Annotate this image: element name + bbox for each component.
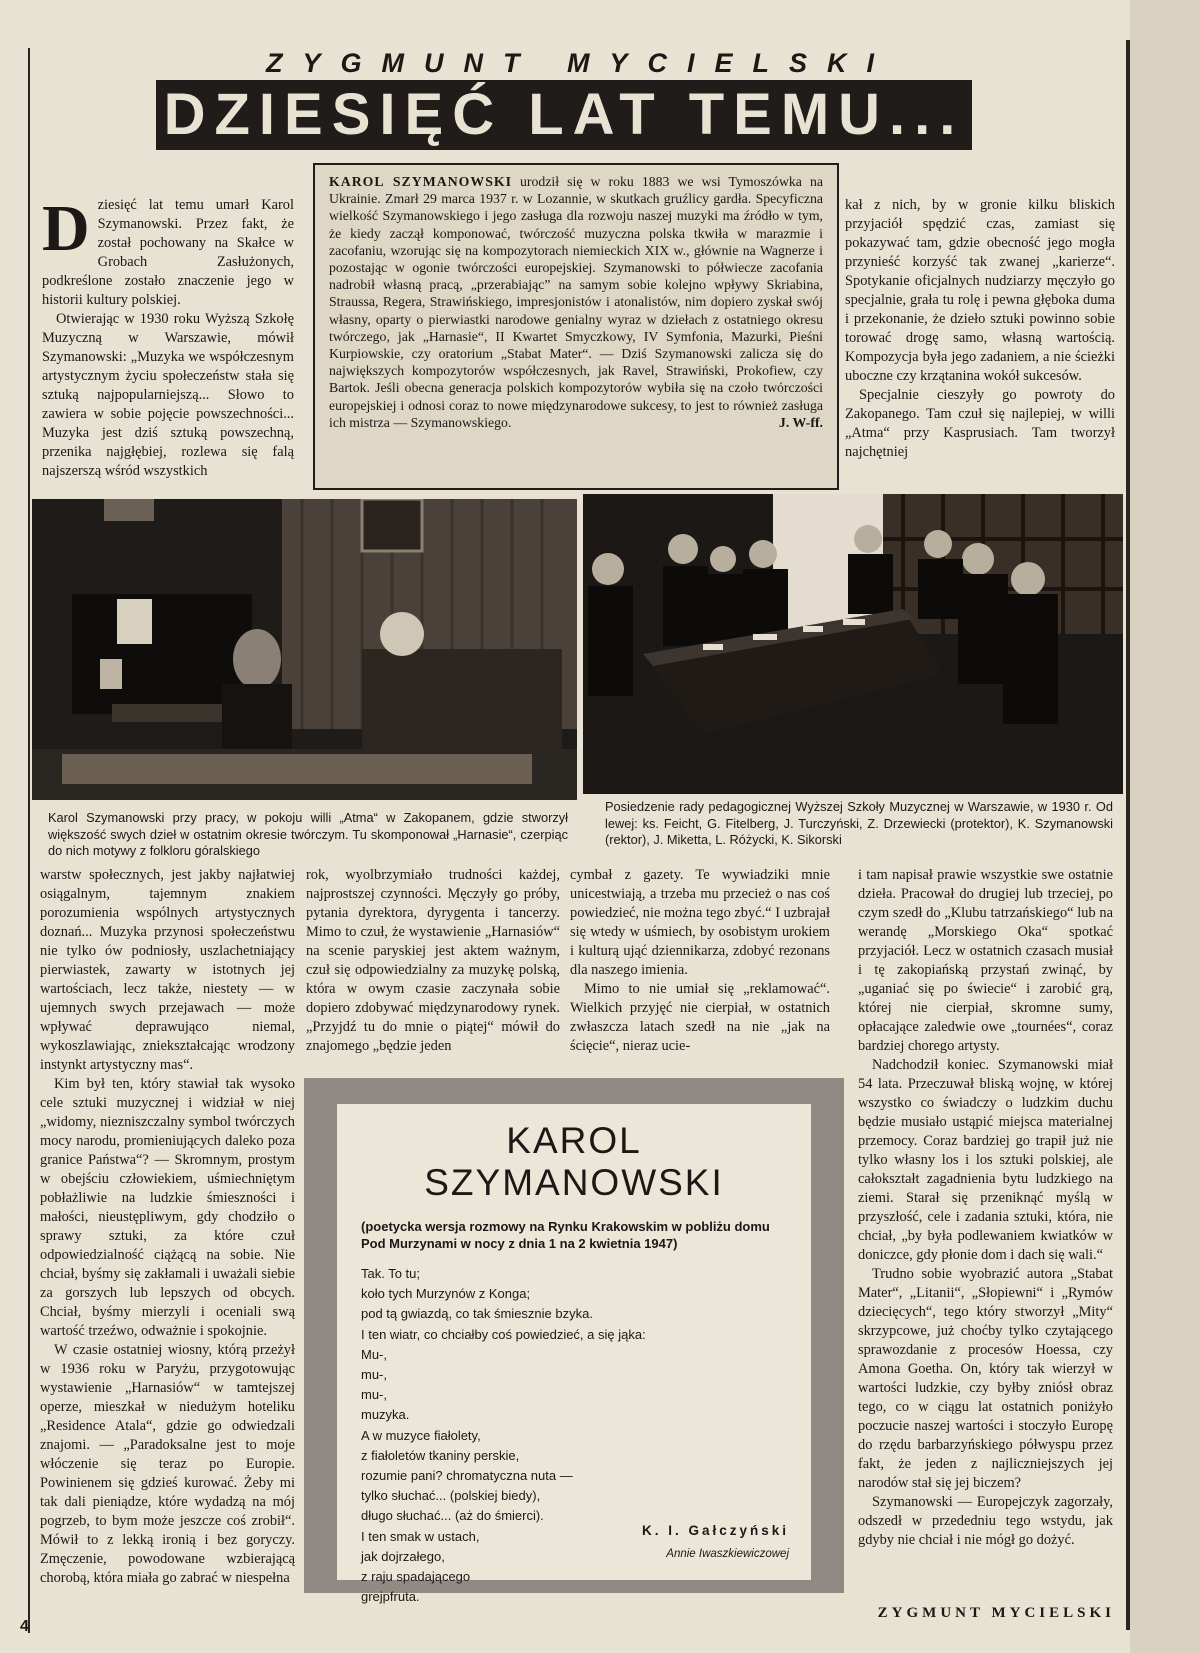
poem-box [337,1104,811,1605]
column-3-paragraph-2: Mimo to nie umiał się „reklamować“. Wielkich przyjęć nie cierpiał, w ostatnich zwłaszcza latach szedł na nie „jak na ścięcie“, nieraz ucie- [570,981,830,1054]
right-top-paragraph-2: Specjalnie cieszyły go powroty do Zakopanego. Tam czuł się najlepiej, w willi „Atma“ przy Kasprusiach. Tam tworzył najchętniej [845,387,1115,460]
poem-title: KAROL SZYMANOWSKI [424,1120,724,1203]
poem-line: tylko słuchać... (polskiej biedy), [361,1488,541,1504]
photo-faculty-meeting-image [583,494,1123,794]
poem-line: z fiałoletów tkaniny perskie, [361,1447,520,1463]
poem-line: mu-, [361,1367,387,1383]
page-edge-shadow [1130,0,1200,1653]
right-top-paragraph-1: kał z nich, by w gronie kilku bliskich przyjaciół spędzić czas, zamiast się pokazywać tam, gdzie obecność jego mogła przynieść korzyść tak zwanej „karierze“. Spotykanie oficjalnych nudziarzy męczyło go specjalnie, grała tu rolę i pewna głęboka duma i przekonanie, że dzieło sztuki powinno sobie torować drogę samo, własną wartością. Kompozycja była jego zadaniem, a nie ścieżki uboczne czy krzątanina wokół sukcesów. [845,197,1115,384]
frame-rule-left [28,48,30,1633]
lead-paragraph-2: Otwierając w 1930 roku Wyższą Szkołę Muzyczną w Warszawie, mówił Szymanowski: „Muzyka we współczesnym artystycznym życiu społeczeństw stała się sztuką najpopularniejszą... Słowo to zawiera w sobie pojęcie powszechności... Muzyka jest dziś sztuką powszechną, przenika najgłębiej, rozlewa się falą najszerszą wśród wszystkich [42,311,294,479]
biography-text: urodził się w roku 1883 we wsi Tymoszówka na Ukrainie. Zmarł 29 marca 1937 r. w Lozannie, w skutkach gruźlicy gardła. Specyficzna wielkość Szymanowskiego i jego zasługa dla rozwoju naszej muzyki ma źródło w tym, że kiedy zaczął komponować, twórczość muzyczna polska tkwiła w marazmie i zacofaniu, wzorując się na kompozytorach niemieckich XIX w., głównie na Wagnerze i pozostając w ogonie twórczości europejskiej. Szymanowski to półwiecze zacofania nadrobił własną pracą, „przerabiając” na samym sobie kolejno wpływy Skriabina, Straussa, Regera, Strawińskiego, impresjonistów i atonalistów, nim dopiero zyskał swój własny, oparty o pierwiastki narodowe genialny wyraz w dziełach z ostatniego okresu twórczego, jak „Harnasie“, II Kwartet Smyczkowy, IV Symfonia, Mazurki, Pieśni Kurpiowskie, czy oratorium „Stabat Mater“. — Dziś Szymanowski zalicza się do największych kompozytorów współczesnych, jak Ravel, Strawiński, Prokofiew, czy Bartok. Jeśli obecna generacja polskich kompozytorów wybiła się na czoło twórczości europejskiej i odnosi coraz to nowe międzynarodowe sukcesy, to jest to również zasługa ich mistrza — Szymanowskiego. [329,174,823,430]
column-1-paragraph-3: W czasie ostatniej wiosny, którą przeżył w 1936 roku w Paryżu, przygotowując wystawienie „Harnasiów“ w tamtejszej operze, mieszkał w niedużym hoteliku „Residence Atala“, gdzie go odwiedzali znajomi. — „Paradoksalne jest to moje włóczenie się teraz po Europie. Powinienem się gdzieś kurować. Żeby mi tak dali pieniądze, które wydadzą na mój pogrzeb, to bym może jeszcze coś zrobił“. Mówił to z lekką ironią i bez goryczy. Zmęczenie, powodowane wzbierającą chorobą, która miała go zabrać w niespełna [40,1342,295,1586]
lead-paragraph-1: ziesięć lat temu umarł Karol Szymanowski. Przez fakt, że został pochowany na Skałce w Grobach Zasłużonych, podkreślone zostało znaczenie jego w historii kultury polskiej. [42,197,294,308]
poem-line: pod tą gwiazdą, co tak śmiesznie bzyka. [361,1306,593,1322]
article-title: DZIESIĘĆ LAT TEMU... [156,80,972,150]
column-4-paragraph-3: Trudno sobie wyobrazić autora „Stabat Mater“, „Litanii“, „Słopiewni“ i „Rymów dziecięcych“, tego który stworzył „Mity“ skrzypcowe, już choćby tylko czytającego sprawozdanie z procesów Hoessa, czy Amona Goetha. On, który tak wierzył w wartości ludzkie, czy byłby zniósł obraz tego, co w ciągu lat ostatnich poniżyło poczucie naszej wartości i stoczyło Europę do rzędu barbarzyńskiego półwyspu przez fakt, że jeden z najliczniejszych jej narodów stał się jej biczem? [858,1266,1113,1491]
poem-line: Tak. To tu; [361,1266,421,1281]
lead-column [42,192,294,481]
poem-line: z raju spadającego [361,1569,471,1585]
poem-dedication: Annie Iwaszkiewiczowej [666,1548,789,1560]
column-4 [858,866,1113,1550]
poem-line: muzyka. [361,1407,410,1423]
column-1-paragraph-1: warstw społecznych, jest jakby najłatwiej osiągalnym, tajemnym znakiem porozumienia wspólnych artystycznych doznań... Muzyka przynosi społeczeństwu nie tylko ów podniosły, uszlachetniający pierwiastek, zawarty w istotnych jej wartościach, lecz także, niestety — w ujemnych swych przejawach — może wpływać deprawująco niemal, wykoszlawiając, zniekształcając wrodzony instynkt artystyczny mas“. [40,867,295,1073]
page-number: 4 [20,1618,29,1635]
right-top-column [845,196,1115,462]
poem-line: I ten wiatr, co chciałby coś powiedzieć, a się jąka: [361,1326,646,1342]
poem-line: mu-, [361,1387,387,1403]
column-4-paragraph-4: Szymanowski — Europejczyk zagorzały, odszedł w przededniu tego wstydu, jak gdyby nie chciał i nie mógł go dożyć. [858,1494,1113,1548]
column-1-paragraph-2: Kim był ten, który stawiał tak wysoko cele sztuki muzycznej i widział w niej „widomy, niezniszczalny symbol twórczych mocy narodu, promieniujących daleko poza granice Państwa“? — Skromnym, prostym w obejściu człowiekiem, uśmiechniętym pobłażliwie na ludzkie śmieszności i małości, nieustępliwym, gdy chodziło o sprawy sztuki, za które czuł odpowiedzialność ciążącą na sobie. Nie chciał, byśmy się zakłamali i uważali siebie za gorszych lub lepszych od obcych. Chciał, byśmy mierzyli i oceniali swą wartość trzeźwo, odważnie i spokojnie. [40,1076,295,1339]
caption-right: Posiedzenie rady pedagogicznej Wyższej Szkoły Muzycznej w Warszawie, w 1930 r. Od lewej: ks. Feicht, G. Fitelberg, J. Turczyński, Z. Drzewiecki (protektor), K. Szymanowski (rektor), J. Miketta, L. Różycki, K. Sikorski [605,799,1113,847]
poem-line: Mu-, [361,1346,387,1362]
poem-line: długo słuchać... (aż do śmierci). [361,1508,544,1524]
poem-line: A w muzyce fiałolety, [361,1427,481,1443]
poem-line: I ten smak w ustach, [361,1528,480,1544]
poem-author: K. I. Gałczyński [641,1523,789,1538]
closing-byline: ZYGMUNT MYCIELSKI [877,1605,1115,1621]
poem-line: rozumie pani? chromatyczna nuta — [361,1468,573,1484]
caption-left: Karol Szymanowski przy pracy, w pokoju willi „Atma“ w Zakopanem, gdzie stworzył większość swych dzieł w ostatnim okresie twórczym. Tu skomponował „Harnasie“, czerpiąc do nich motywy z folkloru góralskiego [48,810,568,858]
photo-composer-at-piano [32,499,577,800]
column-4-paragraph-2: Nadchodził koniec. Szymanowski miał 54 lata. Przeczuwał bliską wojnę, w której wszystko co świadczy o ludzkim duchu będzie musiało ustąpić miejsca materialnej przemocy. Coraz bardziej go trapił już nie tylko własny los i los sztuki polskiej, ale całokształt zagadnienia bytu ludzkiego na ziemi. Starał się przeniknąć myślą w przyszłość, cele i zadania sztuki, która, nie chciał, „by była podlewaniem kwiatków w doniczce, gdy płonie dom i dach się wali.“ [858,1057,1113,1263]
photo-faculty-meeting [583,494,1123,794]
frame-rule-right [1126,40,1130,1630]
article-author: ZYGMUNT MYCIELSKI [266,48,894,78]
biography-box [313,163,839,490]
column-2-paragraph-1: rok, wyolbrzymiało trudności każdej, najprostszej czynności. Męczyły go próby, pytania dyrektora, dyrygenta i tancerzy. Mimo to czuł, że wystawienie „Harnasiów“ na scenie paryskiej jest aktem ważnym, czuł się odpowiedzialny za muzykę polską, która w owym czasie zaczynała sobie dopiero zdobywać międzynarodowy rynek. „Przyjdź tu do mnie o piątej“ mówił do znajomego „będzie jeden [306,867,560,1054]
column-1 [40,866,295,1588]
poem-line: koło tych Murzynów z Konga; [361,1286,531,1302]
column-2 [306,866,560,1056]
drop-cap: D [42,192,90,265]
column-4-paragraph-1: i tam napisał prawie wszystkie swe ostatnie dzieła. Pracował do drugiej lub trzeciej, po czym szedł do „Klubu tatrzańskiego“ lub na werandę „Morskiego Oka“ spotkać przyjaciół. Lecz w ostatnich czasach musiał i tę zakopiańską przystań zwinąć, by „uganiać się po świecie“ i zarobić grą, której nie cierpiał, skromne sumy, opłacające zaledwie owe „tournées“, coraz bardziej chorego artysty. [858,867,1113,1054]
biography-name: KAROL SZYMANOWSKI [329,174,512,189]
column-3-paragraph-1: cymbał z gazety. Te wywiadziki mnie unicestwiają, a trzeba mu przecież o nas coś powiedzieć, nie można tego zbyć.“ I uzbrajał się wtedy w uśmiech, by osobistym urokiem i kulturą ująć dziennikarza, zdobyć rezonans dla naszego imienia. [570,867,830,978]
poem-subtitle: (poetycka wersja rozmowy na Rynku Krakowskim w pobliżu domu Pod Murzynami w nocy z dnia 1 na 2 kwietnia 1947) [361,1219,770,1251]
poem-line: grejpfruta. [361,1589,420,1605]
photo-composer-at-piano-image [32,499,577,800]
column-3 [570,866,830,1056]
biography-signature: J. W-ff. [778,414,823,430]
poem-line: jak dojrzałego, [361,1548,445,1564]
